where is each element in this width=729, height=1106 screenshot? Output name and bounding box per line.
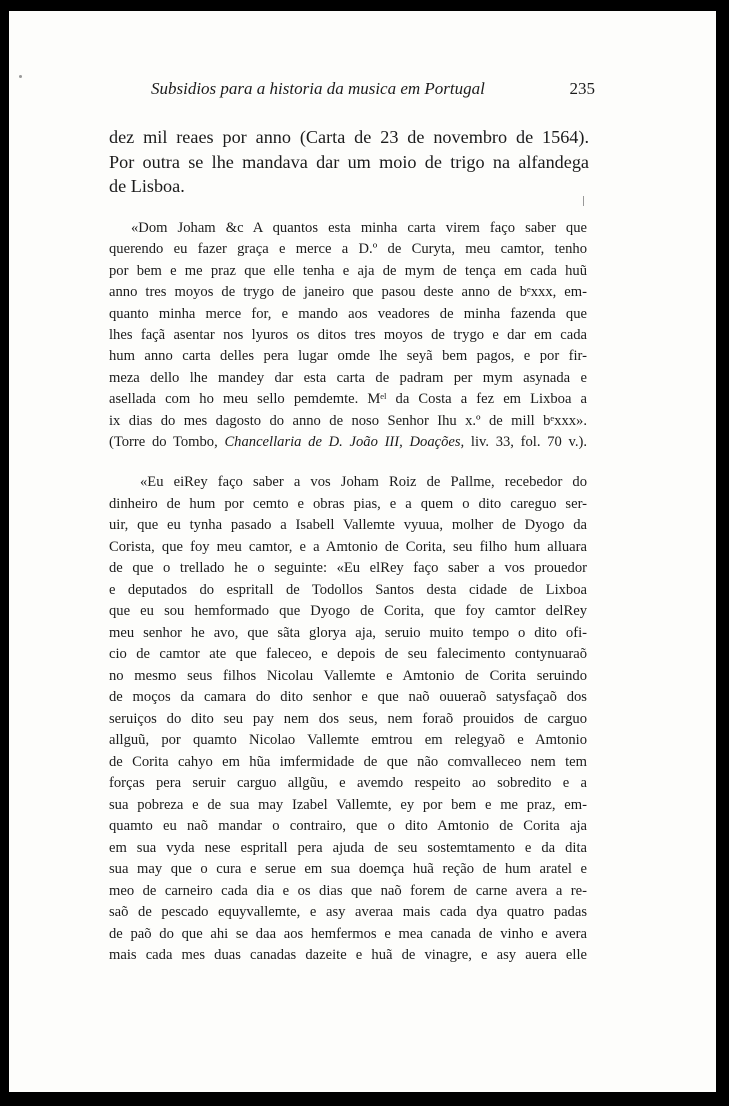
text-line: no mesmo seus filhos Nicolau Vallemte e Amtonio de Corita seruindo	[109, 667, 587, 684]
text-line: lhes façã asentar nos lyuros os ditos tres moyos de trygo e dar em cada	[109, 326, 587, 343]
text-line: seruiços do dito seu pay nem dos seus, nem foraõ prouidos de carguo	[109, 710, 587, 727]
text-line: uir, que eu tynha pasado a Isabell Vallemte vyuua, molher de Dyogo da	[109, 517, 587, 533]
text-line: forças pera seruir carguo allgũu, e avemdo respeito ao sobredito e a	[109, 775, 587, 791]
text-line: de Lisboa.	[109, 176, 185, 196]
text-line: meza dello lhe mandey dar esta carta de padram per mym asynada e	[109, 369, 587, 386]
text-line: sua may que o cura e serue em sua doemça huã reção de hum aratel e	[109, 861, 587, 877]
text-line: sua pobreza e de sua may Izabel Vallemte, ey por bem e me praz, em-	[109, 796, 587, 813]
text-line: Por outra se lhe mandava dar um moio de trigo na alfandega	[109, 151, 589, 172]
citation-line: (Torre do Tombo, Chancellaria de D. João III, Doações, liv. 33, fol. 70 v.).	[109, 433, 587, 450]
text-line: quanto minha merce for, e mando aos veadores de minha fazenda que	[109, 305, 587, 322]
text-line: meo de carneiro cada dia e os dias que naõ forem de carne avera a re-	[109, 882, 587, 899]
text-line: Corista, que foy meu camtor, e a Amtonio de Corita, seu filho hum alluara	[109, 538, 587, 555]
text-line: cio de camtor ate que faleceo, e depois de seu falecimento contynuaraõ	[109, 646, 587, 662]
text-line: dinheiro de hum por cemto e obras pias, e a quem o dito careguo ser-	[109, 495, 587, 512]
text-line: querendo eu fazer graça e merce a D.º de Curyta, meu camtor, tenho	[109, 241, 587, 258]
intro-paragraph	[109, 125, 589, 199]
text-line: de Corita cahyo em hũa imfermidade de que não comvalleceo nem tem	[109, 753, 587, 770]
paper-speck	[19, 75, 22, 78]
text-line: meu senhor he avo, que sãta glorya aja, seruio muito tempo o dito ofi-	[109, 624, 587, 641]
text-line: de paõ do que ahi se daa aos hemfermos e mea canada de vinho e avera	[109, 925, 587, 942]
text-line: «Dom Joham &c A quantos esta minha carta virem faço saber que	[131, 220, 587, 236]
text-line: em sua vyda nese espritall pera ajuda de seu sostemtamento e da dita	[109, 839, 587, 856]
text-line: e deputados do espritall de Todollos Santos desta cidade de Lixboa	[109, 581, 587, 598]
text-line: «Eu eiRey faço saber a vos Joham Roiz de Pallme, recebedor do	[140, 474, 587, 490]
page-number: 235	[569, 79, 595, 98]
quoted-document-2	[109, 472, 587, 967]
text-line: allguũ, por quamto Nicolao Vallemte emtrou em relegyaõ e Amtonio	[109, 732, 587, 748]
text-line: mais cada mes duas canadas dazeite e huã de vinagre, e asy auera elle	[109, 947, 587, 963]
text-line: quamto eu naõ mandar o contrairo, que o dito Amtonio de Corita aja	[109, 818, 587, 834]
text-line: ix dias do mes dagosto do anno de noso Senhor Ihu x.º de mill bᵉxxx».	[109, 412, 587, 429]
text-line: que eu sou hemformado que Dyogo de Corita, que foy camtor delRey	[109, 603, 587, 619]
quoted-document-1	[109, 218, 587, 453]
running-header	[141, 79, 595, 101]
text-line: por bem e me praz que elle tenha e aja de mym de tença em cada huũ	[109, 262, 587, 279]
text-line: asellada com ho meu sello pemdemte. Mᵉˡ da Costa a fez em Lixboa a	[109, 391, 587, 408]
running-title: Subsidios para a historia da musica em Portugal	[151, 79, 485, 98]
text-line: de que o trellado he o seguinte: «Eu elRey faço saber a vos prouedor	[109, 560, 587, 576]
text-line: de moços da camara do dito senhor e que naõ ouueraõ satysfaçaõ dos	[109, 689, 587, 705]
paper-speck	[583, 196, 584, 206]
text-line: saõ de pescado equyvallemte, e asy averaa mais cada dya quatro padas	[109, 904, 587, 920]
text-line: anno tres moyos de trygo de janeiro que pasou deste anno de bᵉxxx, em-	[109, 284, 587, 301]
text-line: dez mil reaes por anno (Carta de 23 de novembro de 1564).	[109, 127, 589, 147]
text-line: hum anno carta delles pera lugar omde lhe seyã bem pagos, e por fir-	[109, 348, 587, 365]
